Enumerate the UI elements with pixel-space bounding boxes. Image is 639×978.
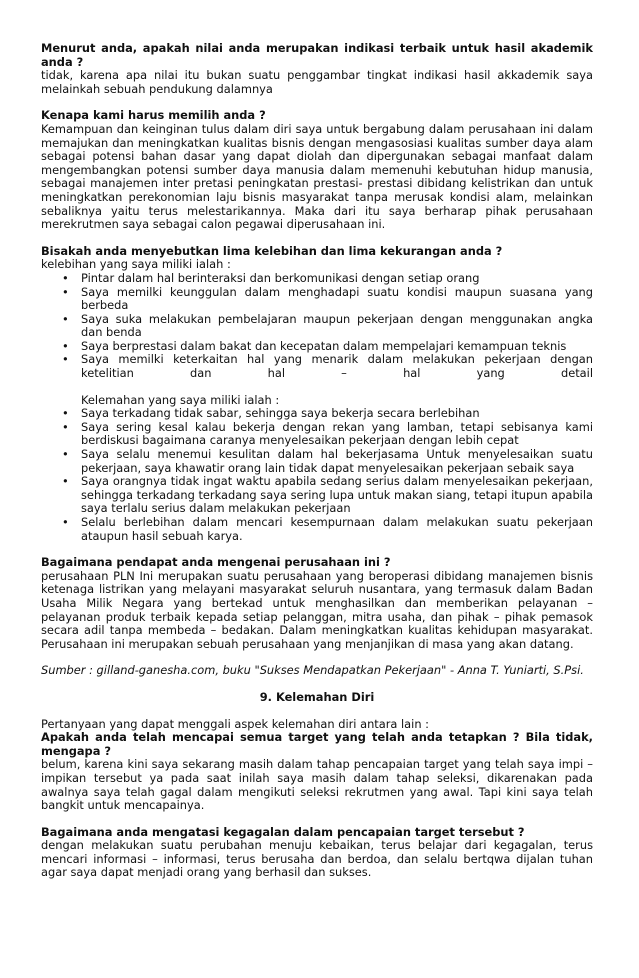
list-item: • Saya memilki keunggulan dalam menghadapi suatu kondisi maupun suasana yang berbeda [41,286,593,313]
question-strengths-weaknesses: Bisakah anda menyebutkan lima kelebihan dan lima kekurangan anda ? [41,243,503,258]
answer-overcome-failure: dengan melakukan suatu perubahan menuju kebaikan, terus belajar dari kegagalan, terus mencari informasi – informasi, terus berusaha dan berdoa, dan selalu bertqwa dijalan tuhan agar saya dapat menjadi orang yang berhasil dan sukses. [41,838,593,880]
weakness-intro: Pertanyaan yang dapat menggali aspek kelemahan diri antara lain : [41,716,430,731]
strengths-list [41,272,593,381]
section-heading: 9. Kelemahan Diri [259,689,375,704]
question-overcome-failure: Bagaimana anda mengatasi kegagalan dalam pencapaian target tersebut ? [41,824,525,839]
list-item: • Saya orangnya tidak ingat waktu apabila sedang serius dalam menyelesaikan pekerjaan, sehingga terkadang terkadang saya sering lupa untuk makan siang, tetapi itupun apabila saya terlalu serius dalam melakukan pekerjaan [41,475,593,516]
list-item: • Selalu berlebihan dalam mencari kesempurnaan dalam melakukan suatu pekerjaan ataupun hasil sebuah karya. [41,516,593,543]
list-item: • Saya memilki keterkaitan hal yang menarik dalam melakukan pekerjaan dengan ketelitian dan hal – hal yang detail [41,353,593,380]
answer-academic-score: tidak, karena apa nilai itu bukan suatu penggambar tingkat indikasi hasil akkademik saya melainkah sebuah pendukung dalamnya [41,68,593,96]
answer-company-opinion: perusahaan PLN Ini merupakan suatu perusahaan yang beroperasi dibidang manajemen bisnis ketenaga listrikan yang melayani masyarakat seluruh nusantara, yang termasuk dalam Badan Usaha Milik Negara yang bertekad untuk menghasilkan dan memberikan pelayanan – pelayanan produk terbaik kepada setiap pelanggan, mitra usaha, dan pihak – pihak pemasok secara adil tanpa membeda – bedakan. Dalam meningkatkan kualitas kehidupan masyarakat. Perusahaan ini merupakan sebuah perusahaan yang menjanjikan di masa yang akan datang. [41,568,593,651]
list-item: • Saya suka melakukan pembelajaran maupun pekerjaan dengan menggunakan angka dan benda [41,313,593,340]
answer-why-choose: Kemampuan dan keinginan tulus dalam diri saya untuk bergabung dalam perusahaan ini dalam memajukan dan meningkatkan kualitas bisnis dengan mengasosiasi kualitas sumber daya alam sebagai potensi bahan dasar yang dapat diolah dan dipergunakan sebagai manfaat dalam mengembangkan potensi sumber daya manusia dalam memenuhi kebutuhan hidup manusia, sebagai manajemen inter pretasi peningkatan prestasi- prestasi dibidang kelistrikan dan untuk meningkatkan perekonomian laju bisnis masyarakat tanpa merusak kondisi alam, melainkan sebaliknya yaitu terus melestarikannya. Maka dari itu saya berharap pihak perusahaan merekrutmen saya sebagai calon pegawai diperusahaan ini. [41,121,593,232]
list-item: • Saya selalu menemui kesulitan dalam hal bekerjasama Untuk menyelesaikan suatu pekerjaan, saya khawatir orang lain tidak dapat menyelesaikan pekerjaan sebaik saya [41,448,593,475]
strengths-intro: kelebihan yang saya miliki ialah : [41,257,231,272]
weaknesses-intro: Kelemahan yang saya miliki ialah : [81,392,280,407]
source-citation: Sumber : gilland-ganesha.com, buku "Sukses Mendapatkan Pekerjaan" - Anna T. Yuniarti, S.Psi. [41,663,584,678]
weaknesses-list [41,407,593,543]
list-item: • Saya berprestasi dalam bakat dan kecepatan dalam mempelajari kemampuan teknis [41,340,593,354]
list-item: • Saya terkadang tidak sabar, sehingga saya bekerja secara berlebihan [41,407,593,421]
question-academic-score: Menurut anda, apakah nilai anda merupakan indikasi terbaik untuk hasil akademik anda ? [41,41,593,69]
question-why-choose: Kenapa kami harus memilih anda ? [41,108,266,123]
list-item: • Pintar dalam hal berinteraksi dan berkomunikasi dengan setiap orang [41,272,593,286]
question-company-opinion: Bagaimana pendapat anda mengenai perusahaan ini ? [41,555,391,570]
list-item: • Saya sering kesal kalau bekerja dengan rekan yang lamban, tetapi sebisanya kami berdiskusi bagaimana caranya menyelesaikan pekerjaan dengan lebih cepat [41,421,593,448]
question-targets: Apakah anda telah mencapai semua target yang telah anda tetapkan ? Bila tidak, mengapa ? [41,730,593,758]
answer-targets: belum, karena kini saya sekarang masih dalam tahap pencapaian target yang telah saya impi – impikan tersebut ya pada saat inilah saya masih dalam tahap seleksi, dikarenakan pada awalnya saya telah gagal dalam mengikuti seleksi rekrutmen yang awal. Tapi kini saya telah bangkit untuk mencapainya. [41,757,593,813]
